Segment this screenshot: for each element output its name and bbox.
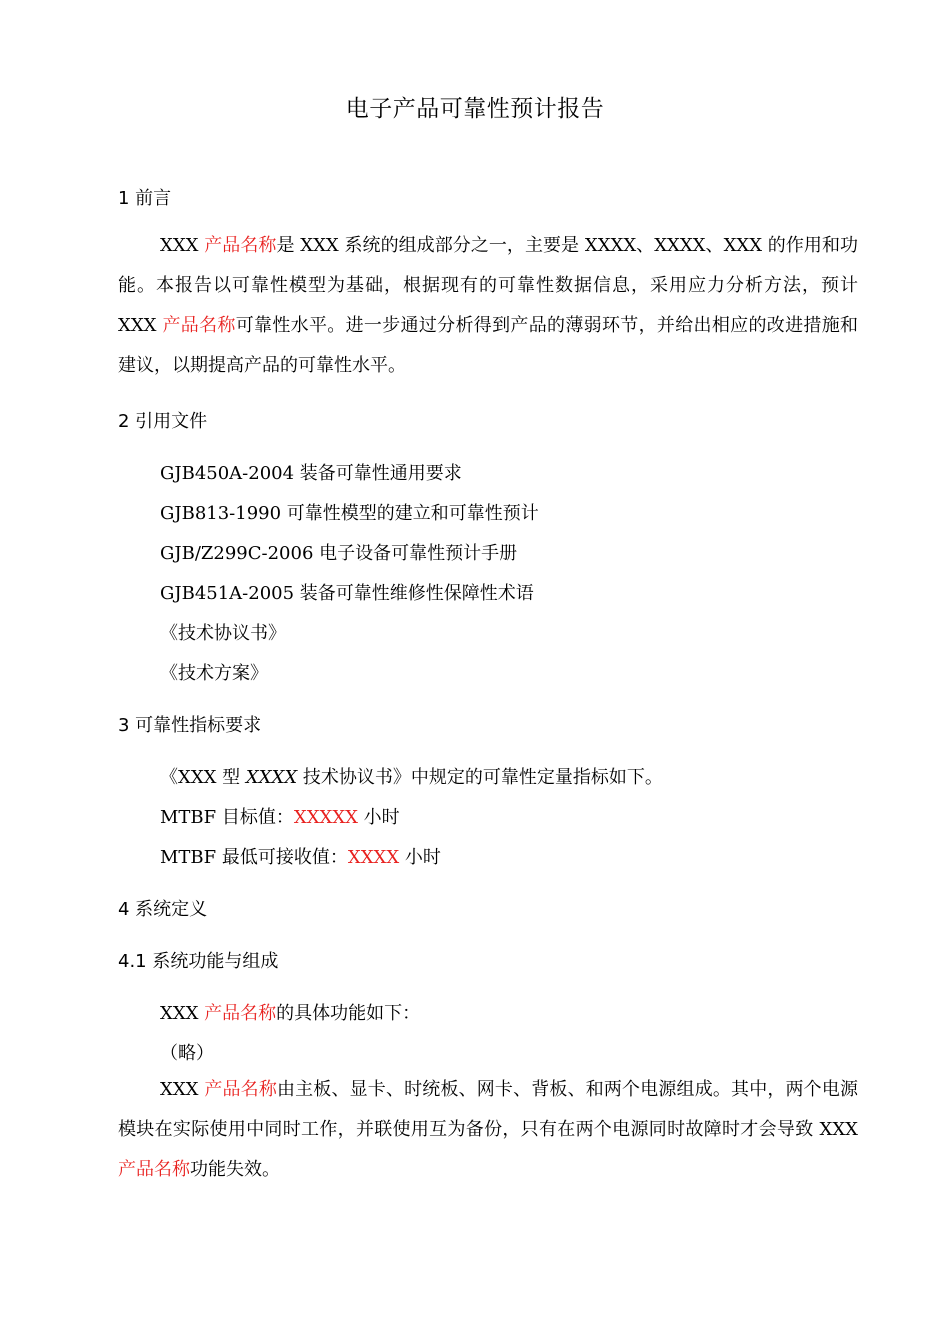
composition-paragraph [118, 1070, 858, 1190]
text-run: XXX [160, 1003, 205, 1024]
section-2-heading: 2 引用文件 [118, 411, 208, 432]
function-intro [160, 999, 420, 1025]
text-run: 是 XXX 系统的组成部分之一，主要是 XXXX、XXXX、XXX 的作用和功能。本报告以可靠性模型为基础，根据现有的可靠性数据信息，采用应力分析方法，预计 XXX [118, 235, 858, 336]
requirement-intro [160, 763, 663, 789]
text-run: 技术协议书》中规定的可靠性定量指标如下。 [297, 767, 663, 788]
mtbf-target-unit: 小时 [357, 807, 400, 828]
reference-item: GJB450A-2004 装备可靠性通用要求 [160, 463, 462, 484]
product-name-placeholder: 产品名称 [204, 235, 277, 256]
text-run: XXX [160, 235, 199, 256]
product-name-placeholder: 产品名称 [118, 1159, 190, 1180]
text-run: 可靠性水平。进一步通过分析得到产品的薄弱环节，并给出相应的改进措施和建议，以期提高产品的可靠性水平。 [118, 315, 859, 376]
section-4-heading: 4 系统定义 [118, 899, 208, 920]
mtbf-minimum-value: XXXX [347, 847, 400, 868]
document-title: 电子产品可靠性预计报告 [345, 96, 605, 122]
mtbf-minimum-label: MTBF 最低可接收值： [160, 847, 348, 868]
text-run: 《XXX 型 [160, 767, 246, 788]
product-name-placeholder: 产品名称 [204, 1079, 277, 1100]
mtbf-minimum-unit: 小时 [399, 847, 441, 868]
text-run: 由主板、显卡、时统板、网卡、背板、和两个电源组成。其中，两个电源模块在实际使用中同时工作，并联使用互为备份，只有在两个电源同时故障时才会导致 XXX [118, 1079, 858, 1140]
section-1-heading: 1 前言 [118, 188, 172, 209]
reference-item: 《技术方案》 [160, 663, 268, 684]
mtbf-target-label: MTBF 目标值： [160, 807, 294, 828]
reference-item: GJB813-1990 可靠性模型的建立和可靠性预计 [160, 503, 539, 524]
text-run: XXX [160, 1079, 205, 1100]
section-3-heading: 3 可靠性指标要求 [118, 715, 262, 736]
product-name-placeholder: 产品名称 [204, 1003, 277, 1024]
omitted-note: （略） [160, 1043, 214, 1064]
text-run: 功能失效。 [190, 1159, 280, 1180]
mtbf-target [160, 803, 400, 829]
mtbf-target-value: XXXXX [293, 807, 358, 828]
text-run: 的具体功能如下： [276, 1003, 421, 1024]
reference-item: GJB451A-2005 装备可靠性维修性保障性术语 [160, 583, 534, 604]
product-name-placeholder: 产品名称 [162, 315, 236, 336]
model-placeholder: XXXX [245, 767, 298, 788]
reference-item: GJB/Z299C-2006 电子设备可靠性预计手册 [160, 543, 518, 564]
reference-item: 《技术协议书》 [160, 623, 286, 644]
section-1-paragraph [118, 226, 858, 386]
section-4-1-heading: 4.1 系统功能与组成 [118, 951, 279, 972]
mtbf-minimum [160, 843, 441, 869]
